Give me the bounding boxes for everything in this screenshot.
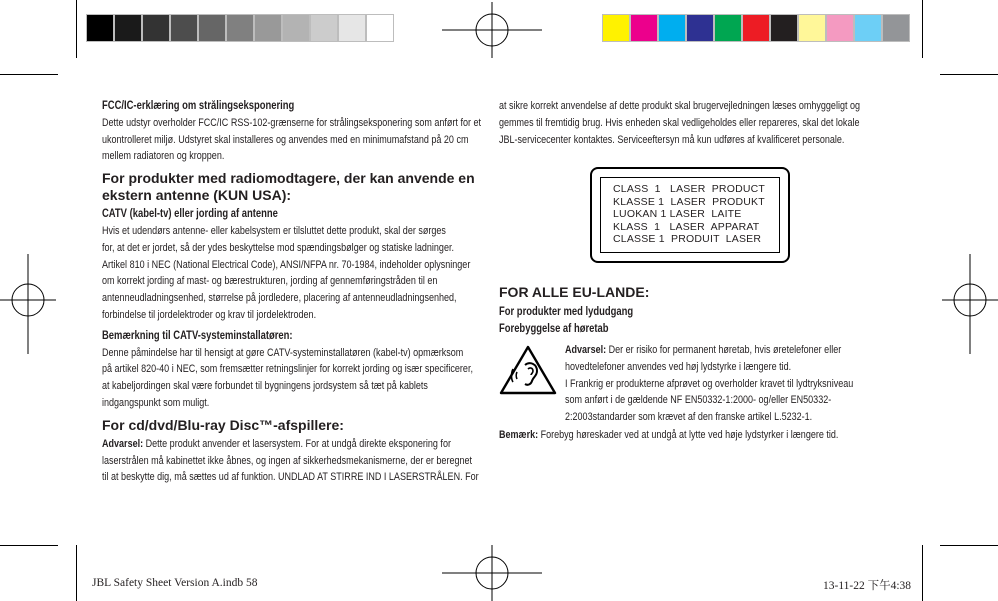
note-text-line: at kabeljordingen skal være forbundet til bygningens jordsystem så tæt på kablets (102, 380, 428, 393)
eu-heading: FOR ALLE EU-LANDE: (499, 284, 650, 300)
continued-text-line: at sikre korrekt anvendelse af dette produkt skal brugervejledningen læses omhyggeligt og (499, 100, 861, 112)
catv-text-line: Artikel 810 i NEC (National Electrical Code), ANSI/NFPA nr. 70-1984, indeholder oplysninger (102, 258, 471, 271)
warning-block (565, 342, 895, 426)
color-swatch (742, 14, 770, 42)
footer-file-name: JBL Safety Sheet Version A.indb 58 (92, 577, 258, 589)
laser-label (600, 177, 780, 253)
crop-mark (76, 545, 77, 601)
gray-swatch (226, 14, 254, 42)
hearing-warning-icon (499, 345, 557, 395)
warning-first-line (565, 342, 842, 359)
color-scale-bar (602, 14, 910, 44)
note-text-line: på artikel 820-40 i NEC, som fremsætter retningslinjer for korrekt jording og især specificerer, (102, 363, 473, 376)
sound-heading: For produkter med lydudgang (499, 306, 634, 318)
laser-label-line: CLASS 1 LASER PRODUCT (613, 183, 766, 195)
note-paragraph (102, 345, 487, 412)
cd-text-line: til at beskytte dig, må sættes ud af funktion. UNDLAD AT STIRRE IND I LASERSTRÅLEN. For (102, 471, 479, 484)
registration-mark-icon (442, 2, 542, 58)
gray-swatch (142, 14, 170, 42)
hearing-heading: Forebyggelse af høretab (499, 322, 609, 335)
footer-timestamp: 13-11-22 下午4:38 (823, 580, 912, 592)
warning-paragraph (565, 359, 895, 426)
remark-lead: Bemærk: (499, 429, 539, 441)
laser-label-line: KLASSE 1 LASER PRODUKT (613, 195, 765, 208)
gray-swatch (86, 14, 114, 42)
color-swatch (882, 14, 910, 42)
fcc-text-line: Dette udstyr overholder FCC/IC RSS-102-grænserne for strålingseksponering som anført for et (102, 116, 482, 129)
fcc-paragraph (102, 115, 487, 165)
gray-swatch (338, 14, 366, 42)
remark-block (499, 427, 899, 444)
crop-mark (940, 74, 998, 75)
laser-label-line: CLASSE 1 PRODUIT LASER (613, 233, 762, 246)
warning-lead: Advarsel: (565, 344, 607, 356)
laser-label-line: LUOKAN 1 LASER LAITE (613, 208, 742, 221)
warning-text-line: som anført i de gældende NF EN50332-1:2000- og/eller EN50332- (565, 394, 832, 407)
catv-paragraph (102, 223, 487, 324)
note-heading: Bemærkning til CATV-systeminstallatøren: (102, 329, 293, 342)
remark-rest: Forebyg høreskader ved at undgå at lytte ved høje lydstyrker i længere tid. (538, 429, 839, 441)
cd-heading: For cd/dvd/Blu-ray Disc™-afspillere: (102, 416, 344, 433)
color-swatch (602, 14, 630, 42)
warning-first-rest: Der er risiko for permanent høretab, hvis øretelefoner eller (606, 344, 842, 356)
crop-mark (940, 545, 998, 546)
warning-text-line: I Frankrig er produkterne afprøvet og overholder kravet til lydtryksniveau (565, 377, 854, 390)
crop-mark (0, 74, 58, 75)
gray-swatch (114, 14, 142, 42)
note-text-line: indgangspunkt som muligt. (102, 396, 210, 409)
registration-mark-icon (442, 545, 542, 601)
remark-line (499, 427, 839, 444)
radio-heading-line-2: ekstern antenne (KUN USA): (102, 187, 292, 204)
cd-paragraph-first-line (102, 436, 451, 453)
warning-text-line: 2:2003standarder som krævet af den franske artikel L.5232-1. (565, 411, 813, 424)
color-swatch (686, 14, 714, 42)
fcc-text-line: mellem radiatoren og kroppen. (102, 150, 225, 163)
color-swatch (658, 14, 686, 42)
registration-mark-icon (942, 254, 998, 354)
continued-paragraph (499, 98, 899, 148)
fcc-text-line: ukontrolleret miljø. Udstyret skal installeres og anvendes med en minimumafstand på 20 cm (102, 133, 469, 146)
cd-text-line: laserstrålen må kabinettet ikke åbnes, og ingen af sikkerhedsmekanismerne, der er beregnet (102, 454, 473, 467)
color-swatch (714, 14, 742, 42)
gray-swatch (254, 14, 282, 42)
continued-text-line: gemmes til fremtidig brug. Hvis enheden skal vedligeholdes eller repareres, skal det lokale (499, 116, 860, 129)
color-swatch (826, 14, 854, 42)
gray-scale-bar (86, 14, 394, 44)
crop-mark (922, 0, 923, 58)
crop-mark (0, 545, 58, 546)
gray-swatch (366, 14, 394, 42)
color-swatch (630, 14, 658, 42)
warning-text-line: hovedtelefoner anvendes ved høj lydstyrke i længere tid. (565, 360, 792, 373)
crop-mark (76, 0, 77, 58)
right-column-top (499, 98, 899, 148)
catv-text-line: Hvis et udendørs antenne- eller kabelsystem er tilsluttet dette produkt, skal der sørges (102, 224, 446, 237)
note-text-line: Denne påmindelse har til hensigt at gøre CATV-systeminstallatøren (kabel-tv) opmærksom (102, 346, 464, 359)
catv-text-line: antenneudladningsenhed, størrelse på jordledere, placering af antenneudladningsenhed, (102, 292, 457, 305)
registration-mark-icon (0, 254, 56, 354)
gray-swatch (170, 14, 198, 42)
crop-mark (922, 545, 923, 601)
fcc-heading: FCC/IC-erklæring om strålingseksponering (102, 100, 295, 112)
continued-text-line: JBL-servicecenter kontaktes. Serviceeftersyn må kun udføres af kvalificeret personale. (499, 133, 845, 146)
catv-text-line: om korrekt jording af mast- og bærestrukturen, jording af gennemføringstråden til en (102, 275, 438, 288)
radio-heading-line-1: For produkter med radiomodtagere, der kan anvende en (102, 170, 475, 187)
warning-lead: Advarsel: (102, 437, 144, 450)
laser-label-line: KLASS 1 LASER APPARAT (613, 220, 760, 233)
color-swatch (770, 14, 798, 42)
catv-text-line: forbindelse til jordelektroder og krav til jordelektroden. (102, 308, 317, 321)
right-column-bottom (499, 284, 899, 338)
gray-swatch (198, 14, 226, 42)
cd-paragraph (102, 453, 487, 487)
catv-text-line: for, at det er jordet, så der ydes beskyttelse mod spændingsbølger og statiske ladninger. (102, 241, 454, 254)
gray-swatch (310, 14, 338, 42)
catv-heading: CATV (kabel-tv) eller jording af antenne (102, 208, 278, 221)
color-swatch (854, 14, 882, 42)
gray-swatch (282, 14, 310, 42)
left-column (102, 98, 487, 486)
cd-first-rest: Dette produkt anvender et lasersystem. For at undgå direkte eksponering for (143, 437, 451, 450)
color-swatch (798, 14, 826, 42)
